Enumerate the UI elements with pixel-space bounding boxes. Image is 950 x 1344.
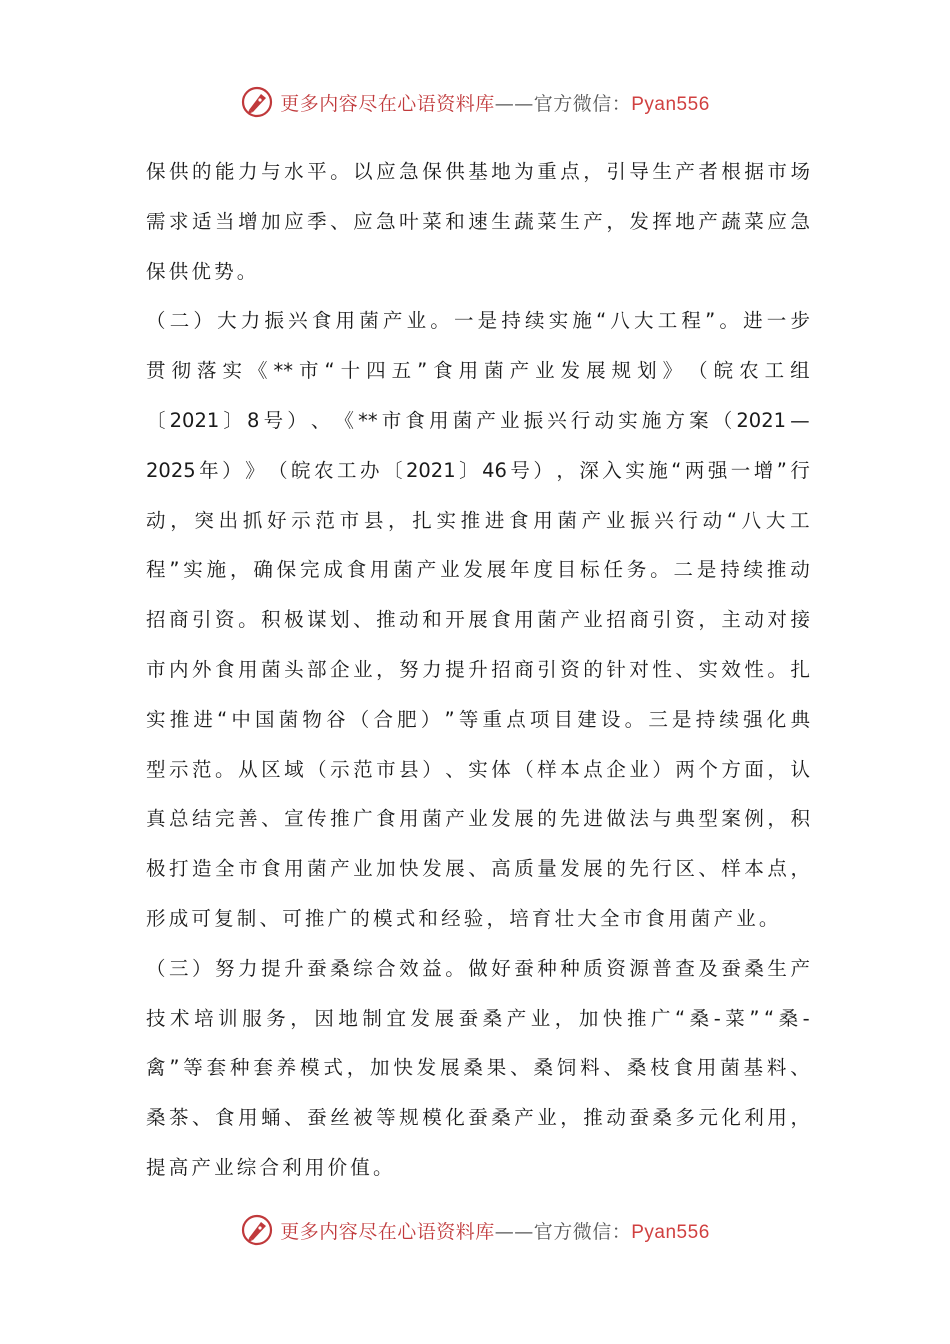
text-line: 型 示 范 。 从 区 域 （ 示 范 市 县 ） 、 实 体 （ 样 本 点 企 业 ） 两 个 方 面 ， 认 xyxy=(146,757,810,781)
text-line: （ 二 ） 大 力 振 兴 食 用 菌 产 业 。 一 是 持 续 实 施 “ 八 大 工 程 ” 。 进 一 步 xyxy=(146,309,810,333)
text-line: 贯 彻 落 实 《 ** 市 “ 十 四 五 ” 食 用 菌 产 业 发 展 规 划 》 （ 皖 农 工 组 xyxy=(146,359,810,383)
text-line: 实 推 进 “ 中 国 菌 物 谷 （ 合 肥 ） ” 等 重 点 项 目 建 设 。 三 是 持 续 强 化 典 xyxy=(146,707,810,731)
text-line: 〔 2021 〕 8 号 ） 、 《 ** 市 食 用 菌 产 业 振 兴 行 动 实 施 方 案 （ 2021 — xyxy=(146,408,810,432)
text-line: 招 商 引 资 。 积 极 谋 划 、 推 动 和 开 展 食 用 菌 产 业 招 商 引 资 ， 主 动 对 接 xyxy=(146,608,810,632)
text-line: 程 ” 实 施 ， 确 保 完 成 食 用 菌 产 业 发 展 年 度 目 标 任 务 。 二 是 持 续 推 动 xyxy=(146,558,810,582)
banner-wechat-id: Pyan556 xyxy=(631,93,710,115)
text-line: 真 总 结 完 善 、 宣 传 推 广 食 用 菌 产 业 发 展 的 先 进 做 法 与 典 型 案 例 ， 积 xyxy=(146,807,810,831)
text-line: 禽 ” 等 套 种 套 养 模 式 ， 加 快 发 展 桑 果 、 桑 饲 料 、 桑 枝 食 用 菌 基 料 、 xyxy=(146,1056,810,1080)
banner-main: 更多内容尽在心语资料库 xyxy=(280,92,495,115)
banner-main: 更多内容尽在心语资料库 xyxy=(280,1220,495,1243)
text-line: （ 三 ） 努 力 提 升 蚕 桑 综 合 效 益 。 做 好 蚕 种 种 质 资 源 普 查 及 蚕 桑 生 产 xyxy=(146,956,810,980)
footer-banner xyxy=(0,1210,950,1250)
text-line: 市 内 外 食 用 菌 头 部 企 业 ， 努 力 提 升 招 商 引 资 的 针 对 性 、 实 效 性 。 扎 xyxy=(146,657,810,681)
pen-nib-circle-icon xyxy=(240,85,274,119)
banner-text xyxy=(280,89,710,116)
text-line: 需 求 适 当 增 加 应 季 、 应 急 叶 菜 和 速 生 蔬 菜 生 产 ， 发 挥 地 产 蔬 菜 应 急 xyxy=(146,209,810,233)
text-line: 技 术 培 训 服 务 ， 因 地 制 宜 发 展 蚕 桑 产 业 ， 加 快 推 广 “ 桑 - 菜 ” “ 桑 - xyxy=(146,1006,810,1030)
banner-dash: —— xyxy=(494,1220,534,1243)
header-banner xyxy=(0,82,950,122)
text-line: 形成可复制、可推广的模式和经验，培育壮大全市食用菌产业。 xyxy=(146,906,782,930)
text-line: 极 打 造 全 市 食 用 菌 产 业 加 快 发 展 、 高 质 量 发 展 的 先 行 区 、 样 本 点 ， xyxy=(146,857,810,881)
text-line: 保 供 的 能 力 与 水 平 。 以 应 急 保 供 基 地 为 重 点 ， 引 导 生 产 者 根 据 市 场 xyxy=(146,160,810,183)
banner-dash: —— xyxy=(494,92,534,115)
text-line: 2025 年 ） 》 （ 皖 农 工 办 〔 2021 〕 46 号 ） ， 深 入 实 施 “ 两 强 一 增 ” 行 xyxy=(146,458,810,482)
text-line: 保供优势。 xyxy=(146,259,260,283)
banner-text xyxy=(280,1217,710,1244)
banner-wechat-id: Pyan556 xyxy=(631,1221,710,1243)
pen-nib-circle-icon xyxy=(240,1213,274,1247)
banner-wechat-label: 官方微信： xyxy=(533,92,632,115)
banner-wechat-label: 官方微信： xyxy=(533,1220,632,1243)
document-body xyxy=(146,147,810,1193)
text-line: 桑 茶 、 食 用 蛹 、 蚕 丝 被 等 规 模 化 蚕 桑 产 业 ， 推 动 蚕 桑 多 元 化 利 用 ， xyxy=(146,1106,810,1130)
text-line: 提高产业综合利用价值。 xyxy=(146,1155,396,1179)
text-line: 动 ， 突 出 抓 好 示 范 市 县 ， 扎 实 推 进 食 用 菌 产 业 振 兴 行 动 “ 八 大 工 xyxy=(146,508,810,532)
